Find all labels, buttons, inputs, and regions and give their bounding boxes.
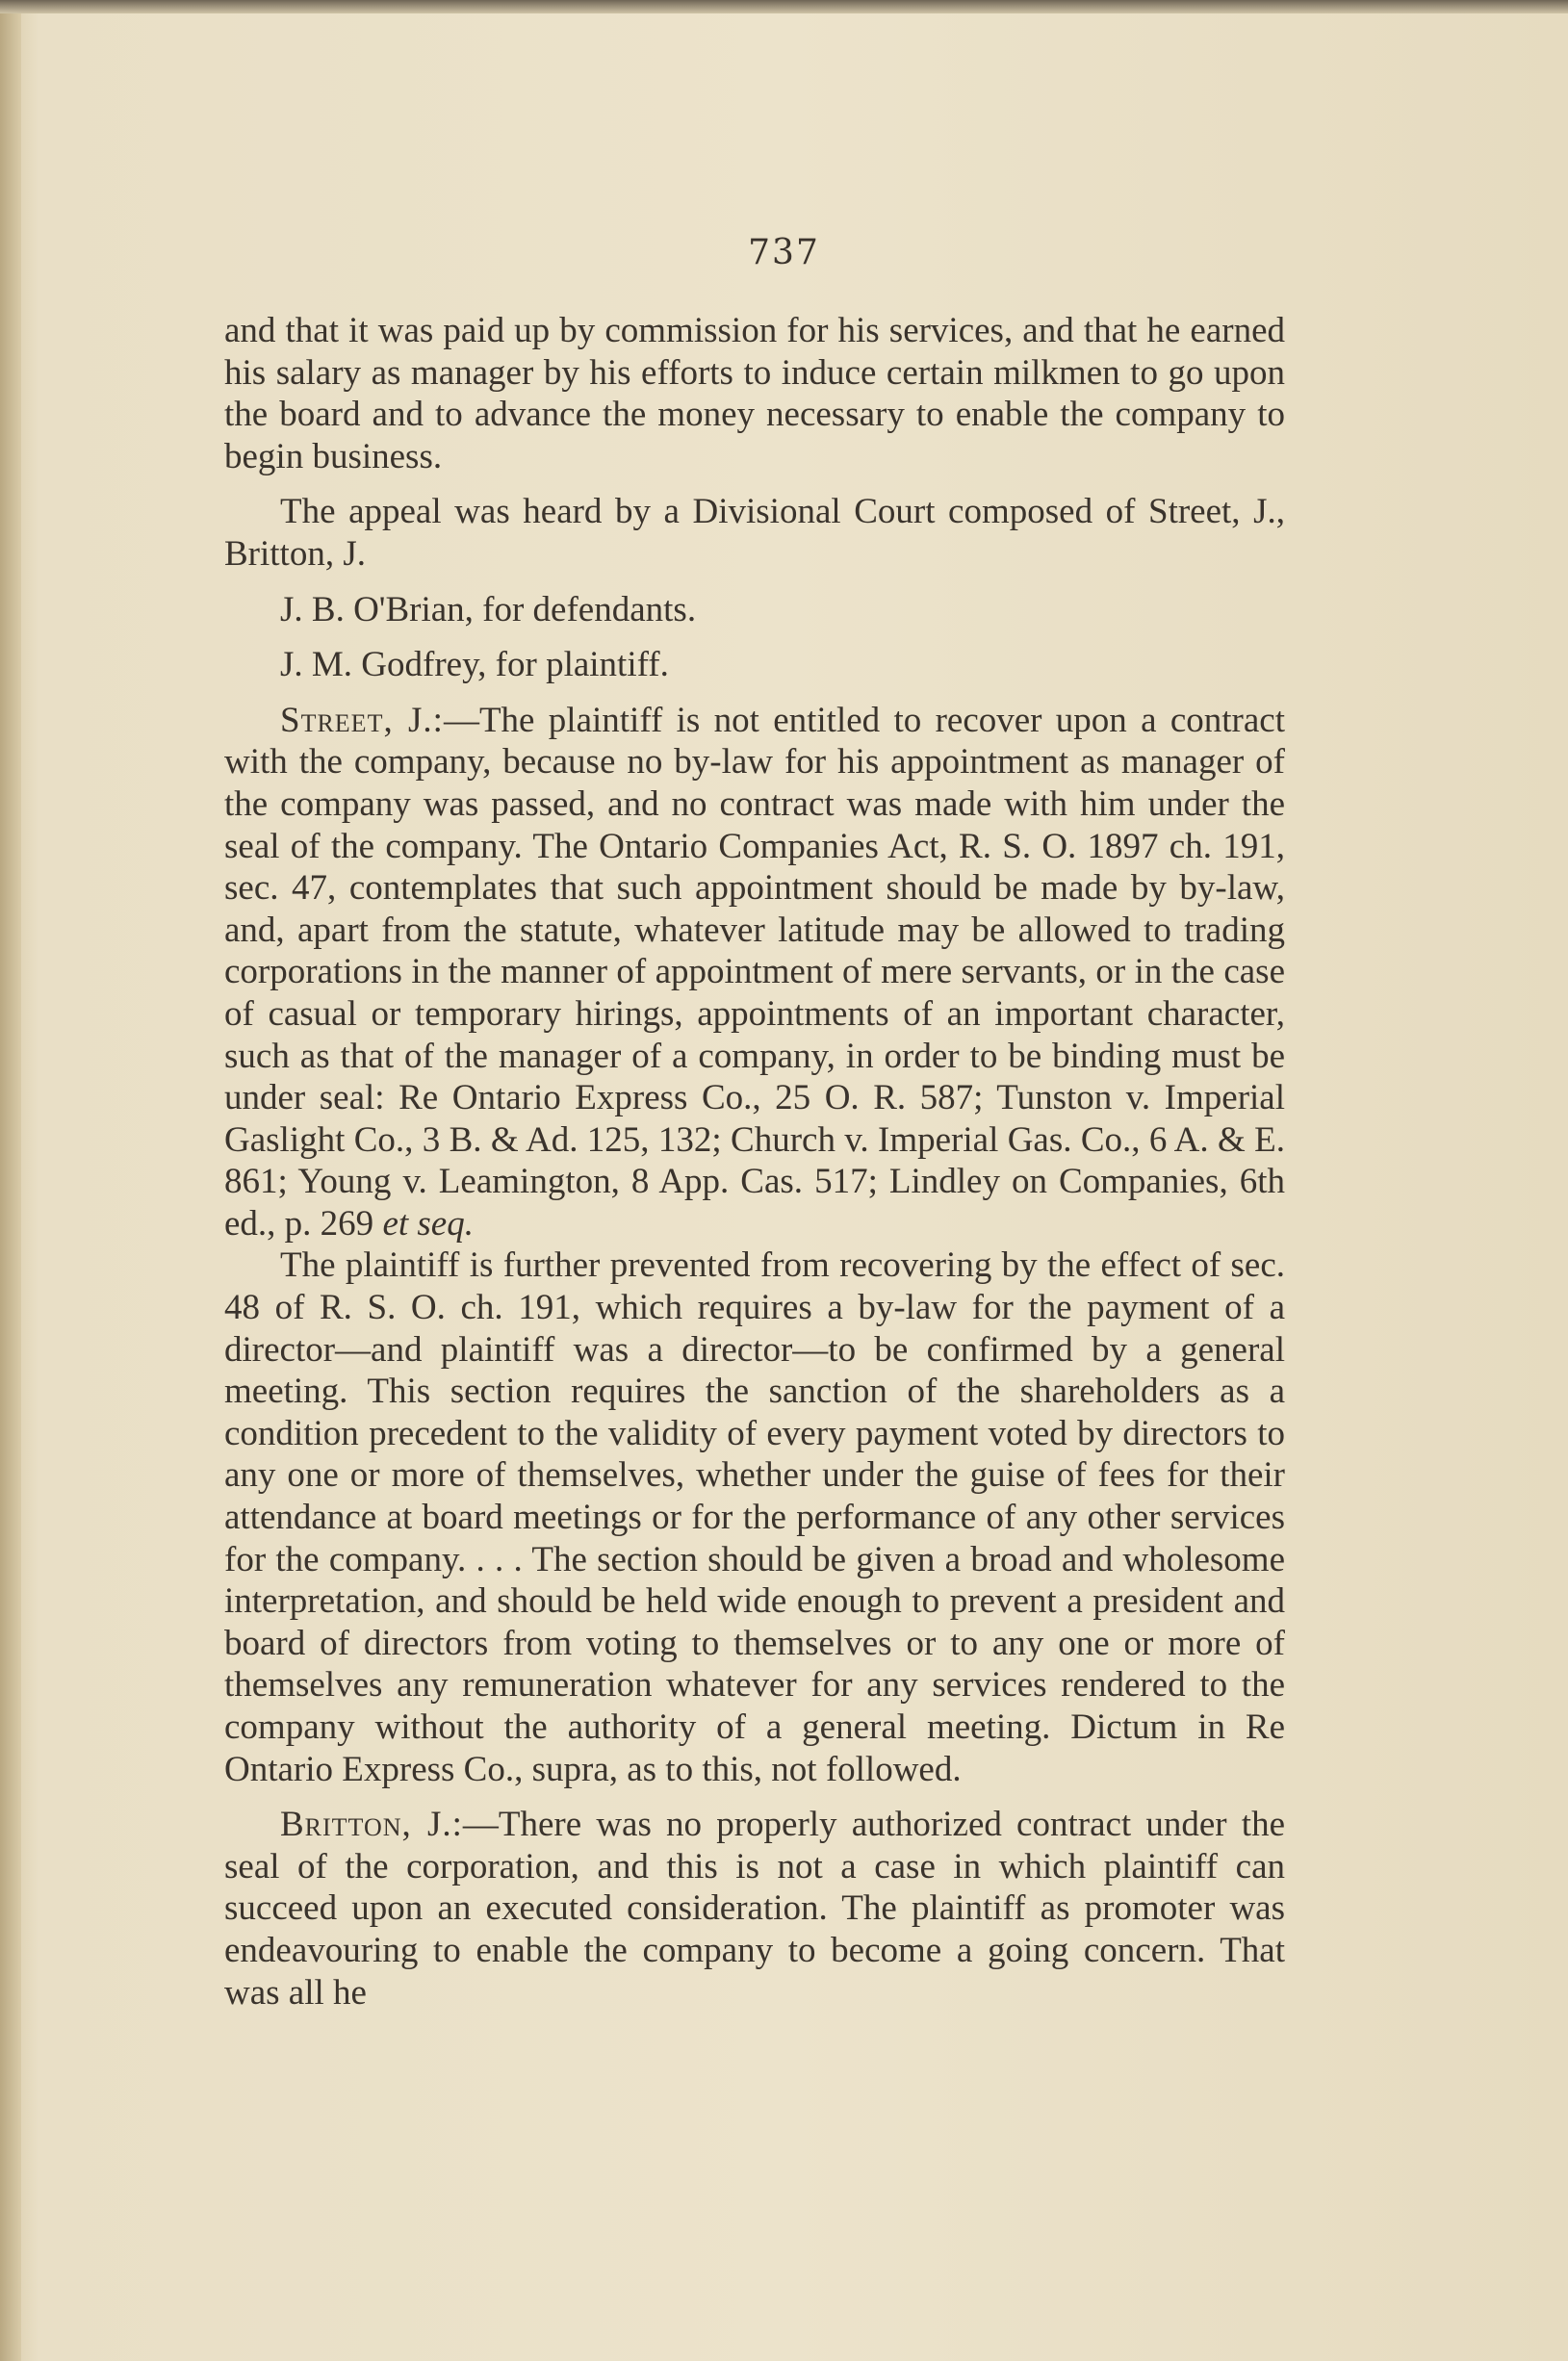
judge-name-street: Street, J.: [280,700,444,740]
judgment-britton-text: —There was no properly authorized contract under the seal of the corporation, and this is not a case in which plaintiff can succeed upon an executed consideration. The plaintiff as promoter was endeavouring to enable the company to become a going concern. That was all he [224,1805,1285,2013]
body-text [224,310,1285,2014]
page-number: 737 [748,233,820,272]
judgment-street [224,700,1285,1245]
paragraph-director-payment: The plaintiff is further prevented from recovering by the effect of sec. 48 of R. S. O. ch. 191, which requires a by-law for the payment of a director—and plaintiff was a director—to be confirmed by a general meeting. This section requires the sanction of the shareholders as a condition precedent to the validity of every payment voted by directors to any one or more of themselves, whether under the guise of fees for their attendance at board meetings or for the performance of any other services for the company. . . . The section should be given a broad and wholesome interpretation, and should be held wide enough to prevent a president and board of directors from voting to themselves or to any one or more of themselves any remuneration whatever for any services rendered to the company without the authority of a general meeting. Dictum in Re Ontario Express Co., supra, as to this, not followed. [224,1245,1285,1789]
paragraph-court-composition: The appeal was heard by a Divisional Court composed of Street, J., Britton, J. [224,492,1285,574]
paragraph-continuation: and that it was paid up by commission for his services, and that he earned his salary as manager by his efforts to induce certain milkmen to go upon the board and to advance the money necessary to enable the company to begin business. [224,311,1285,476]
page-top-edge [0,0,1568,13]
citation-et-seq: et seq. [382,1203,474,1244]
counsel-plaintiff: J. M. Godfrey, for plaintiff. [280,645,669,685]
judgment-britton [224,1804,1285,2014]
page-binding-edge [0,0,21,2361]
judge-name-britton: Britton, J.: [280,1805,463,1845]
counsel-defendants: J. B. O'Brian, for defendants. [280,589,697,629]
judgment-street-text: —The plaintiff is not entitled to recover upon a contract with the company, because no by-law for his appointment as manager of the company was passed, and no contract was made with him under the seal of the company. The Ontario Companies Act, R. S. O. 1897 ch. 191, sec. 47, contemplates that such appointment should be made by by-law, and, apart from the statute, whatever latitude may be allowed to trading corporations in the manner of appointment of mere servants, or in the case of casual or temporary hirings, appointments of an important character, such as that of the manager of a company, in order to be binding must be under seal: Re Ontario Express Co., 25 O. R. 587; Tunston v. Imperial Gaslight Co., 3 B. & Ad. 125, 132; Church v. Imperial Gas. Co., 6 A. & E. 861; Young v. Leamington, 8 App. Cas. 517; Lindley on Companies, 6th ed., p. 269 [224,700,1285,1244]
